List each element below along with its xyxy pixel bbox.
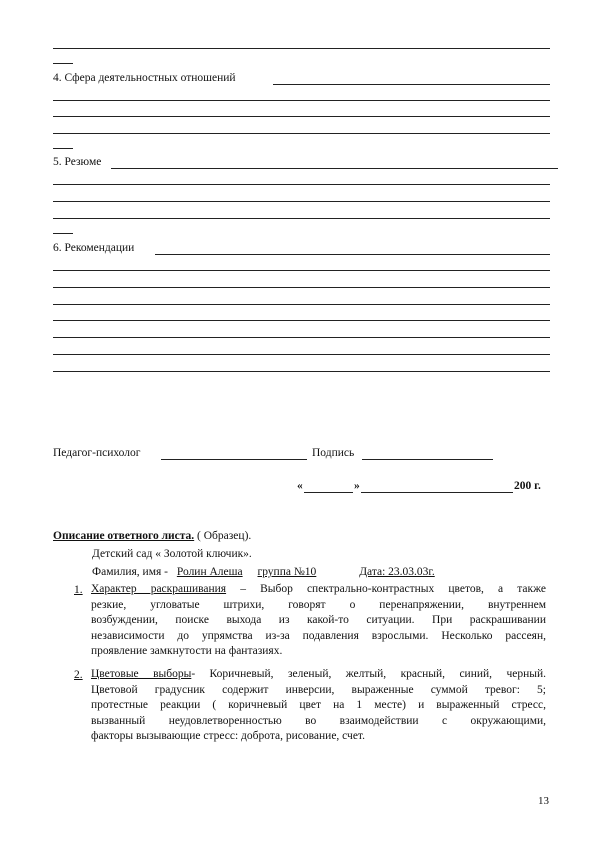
child-info-row bbox=[92, 565, 435, 579]
item-2-line-2: Цветовой градусник содержит инверсии, выраженные суммой тревог: 5; bbox=[91, 683, 546, 696]
sample-heading: Описание ответного листа. bbox=[53, 530, 195, 542]
answer-line bbox=[53, 116, 550, 117]
item-2-line-4: вызванный неудовлетворенностью во взаимодействии с окружающими, bbox=[91, 714, 546, 727]
item-2-line-3: протестные реакции ( коричневый цвет на 1 месте) и выраженный стресс, bbox=[91, 699, 546, 712]
item-2-text: - Коричневый, зеленый, желтый, красный, синий, черный. bbox=[191, 668, 547, 680]
item-1-number: 1. bbox=[74, 584, 83, 596]
section-6-label: 6. Рекомендации bbox=[53, 242, 135, 254]
name-label: Фамилия, имя - bbox=[92, 566, 168, 578]
answer-line bbox=[53, 184, 550, 185]
item-1-title: Характер раскрашивания bbox=[91, 583, 227, 595]
date-day-line bbox=[304, 492, 353, 493]
answer-line-stub bbox=[53, 233, 73, 234]
item-1-line-3: возбуждении, поиске выхода из какой-то ситуации. При раскрашивании bbox=[91, 614, 546, 627]
kindergarten-line: Детский сад « Золотой ключик». bbox=[92, 548, 252, 560]
psychologist-fill-line bbox=[161, 459, 307, 460]
answer-line bbox=[53, 337, 550, 338]
sample-heading-note: ( Образец). bbox=[197, 530, 252, 542]
answer-line bbox=[53, 320, 550, 321]
name-value: Ролин Алеша bbox=[176, 566, 243, 578]
answer-line bbox=[53, 371, 550, 372]
section-6-fill-line bbox=[155, 254, 550, 255]
item-1-line-2: резкие, угловатые штрихи, говорят о перенапряжении, внутреннем bbox=[91, 598, 546, 611]
signature-fill-line bbox=[362, 459, 493, 460]
date-month-line bbox=[361, 492, 513, 493]
item-1-paragraph bbox=[91, 582, 546, 660]
answer-line bbox=[53, 270, 550, 271]
group-value: группа №10 bbox=[257, 566, 317, 578]
section-4-fill-line bbox=[273, 84, 550, 85]
section-5-fill-line bbox=[111, 168, 558, 169]
answer-line bbox=[53, 201, 550, 202]
page-number: 13 bbox=[538, 795, 549, 807]
item-2-title: Цветовые выборы bbox=[91, 668, 192, 680]
signature-label: Подпись bbox=[312, 447, 355, 459]
item-1-line-1 bbox=[91, 582, 546, 598]
answer-line bbox=[53, 100, 550, 101]
answer-line-stub bbox=[53, 148, 73, 149]
answer-line bbox=[53, 354, 550, 355]
item-2-line-5: факторы вызывающие стресс: доброта, рисование, счет. bbox=[91, 730, 365, 743]
item-2-line-1 bbox=[91, 667, 546, 683]
answer-line bbox=[53, 304, 550, 305]
section-5-label: 5. Резюме bbox=[53, 156, 102, 168]
item-1-line-5: проявление замкнутости на фантазиях. bbox=[91, 645, 283, 658]
psychologist-label: Педагог-психолог bbox=[53, 447, 141, 459]
date-close-quote: » bbox=[354, 480, 360, 492]
answer-line bbox=[53, 218, 550, 219]
answer-line bbox=[53, 133, 550, 134]
item-1-line-4: независимости до упрямства из-за подавления взрослыми. Несколько рассеян, bbox=[91, 629, 546, 642]
item-2-paragraph bbox=[91, 667, 546, 745]
date-year: 200 г. bbox=[514, 480, 541, 492]
item-1-text: – Выбор спектрально-контрастных цветов, а также bbox=[240, 583, 547, 595]
date-value: Дата: 23.03.03г. bbox=[359, 566, 435, 578]
answer-line-stub bbox=[53, 63, 73, 64]
sample-heading-row bbox=[53, 529, 251, 543]
section-4-label: 4. Сфера деятельностных отношений bbox=[53, 72, 236, 84]
answer-line bbox=[53, 48, 550, 49]
date-open-quote: « bbox=[297, 480, 303, 492]
item-2-number: 2. bbox=[74, 669, 83, 681]
answer-line bbox=[53, 287, 550, 288]
